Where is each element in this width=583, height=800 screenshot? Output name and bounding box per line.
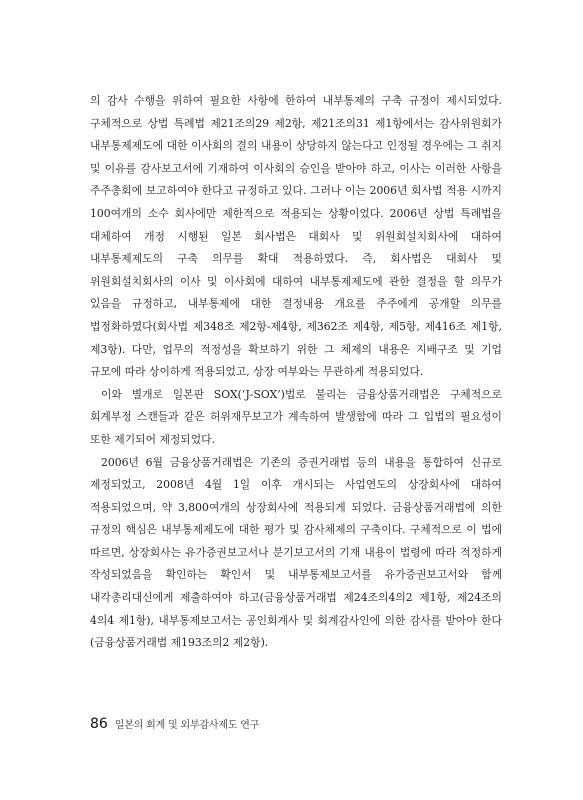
paragraph-financial-instruments-act: 2006년 6월 금융상품거래법은 기존의 증권거래법 등의 내용을 통합하여 신규로 제정되었고, 2008년 4월 1일 이후 개시되는 사업연도의 상장회사에 대하여 적용되었으며, 약 3,800여개의 상장회사에 적용되게 되었다. 금융상품거래법에 의한 규정의 핵심은 내부통제제도에 대한 평가 및 감사체제의 구축이다. 구체적으로 이 법에 따르면, 상장회사는 유가증권보고서나 분기보고서의 기재 내용이 법령에 따라 적정하게 작성되었음을 확인하는 확인서 및 내부통제보고서를 유가증권보고서와 함께 내각총리대신에게 제출하여야 하고(금융상품거래법 제24조의4의2 제1항, 제24조의 4의4 제1항), 내부통제보고서는 공인회계사 및 회계감사인에 의한 감사를 받아야 한다(금융상품거래법 제193조의2 제2항). bbox=[90, 455, 502, 650]
paragraph-continuation: 의 감사 수행을 위하여 필요한 사항에 한하여 내부통제의 구축 규정이 제시되었다. 구체적으로 상법 특례법 제21조의29 제2항, 제21조의31 제1항에서는 감사위원회가 내부통제제도에 대한 이사회의 결의 내용이 상당하지 않는다고 인정될 경우에는 그 취지 및 이유를 감사보고서에 기재하여 이사회의 승인을 받아야 하고, 이사는 이러한 사항을 주주총회에 보고하여야 한다고 규정하고 있다. 그러나 이는 2006년 회사법 적용 시까지 100여개의 소수 회사에만 제한적으로 적용되는 상황이었다. 2006년 상법 특례법을 대체하여 개정 시행된 일본 회사법은 대회사 및 위원회설치회사에 대하여 내부통제제도의 구축 의무를 확대 적용하였다. 즉, 회사법은 대회사 및 위원회설치회사의 이사 및 이사회에 대하여 내부통제제도에 관한 결정을 할 의무가 있음을 규정하고, 내부통제에 대한 결정내용 개요를 주주에게 공개할 의무를 법정화하였다(회사법 제348조 제2항-제4항, 제362조 제4항, 제5항, 제416조 제1항, 제3항). 다만, 업무의 적정성을 확보하기 위한 그 체제의 내용은 지배구조 및 기업 규모에 따라 상이하게 적용되었고, 상장 여부와는 무관하게 적용되었다. bbox=[90, 94, 502, 379]
paragraph-j-sox: 이와 별개로 일본판 SOX(‘J-SOX’)법로 불리는 금융상품거래법은 구체적으로 회계부정 스캔들과 같은 허위재무보고가 계속하여 발생함에 따라 그 입법의 필요성이 또한 제기되어 제정되었다. bbox=[90, 387, 502, 446]
page-number: 86 bbox=[90, 716, 108, 732]
running-title: 일본의 회계 및 외부감사제도 연구 bbox=[114, 720, 260, 731]
page-footer bbox=[90, 716, 259, 732]
body-text bbox=[90, 90, 502, 655]
